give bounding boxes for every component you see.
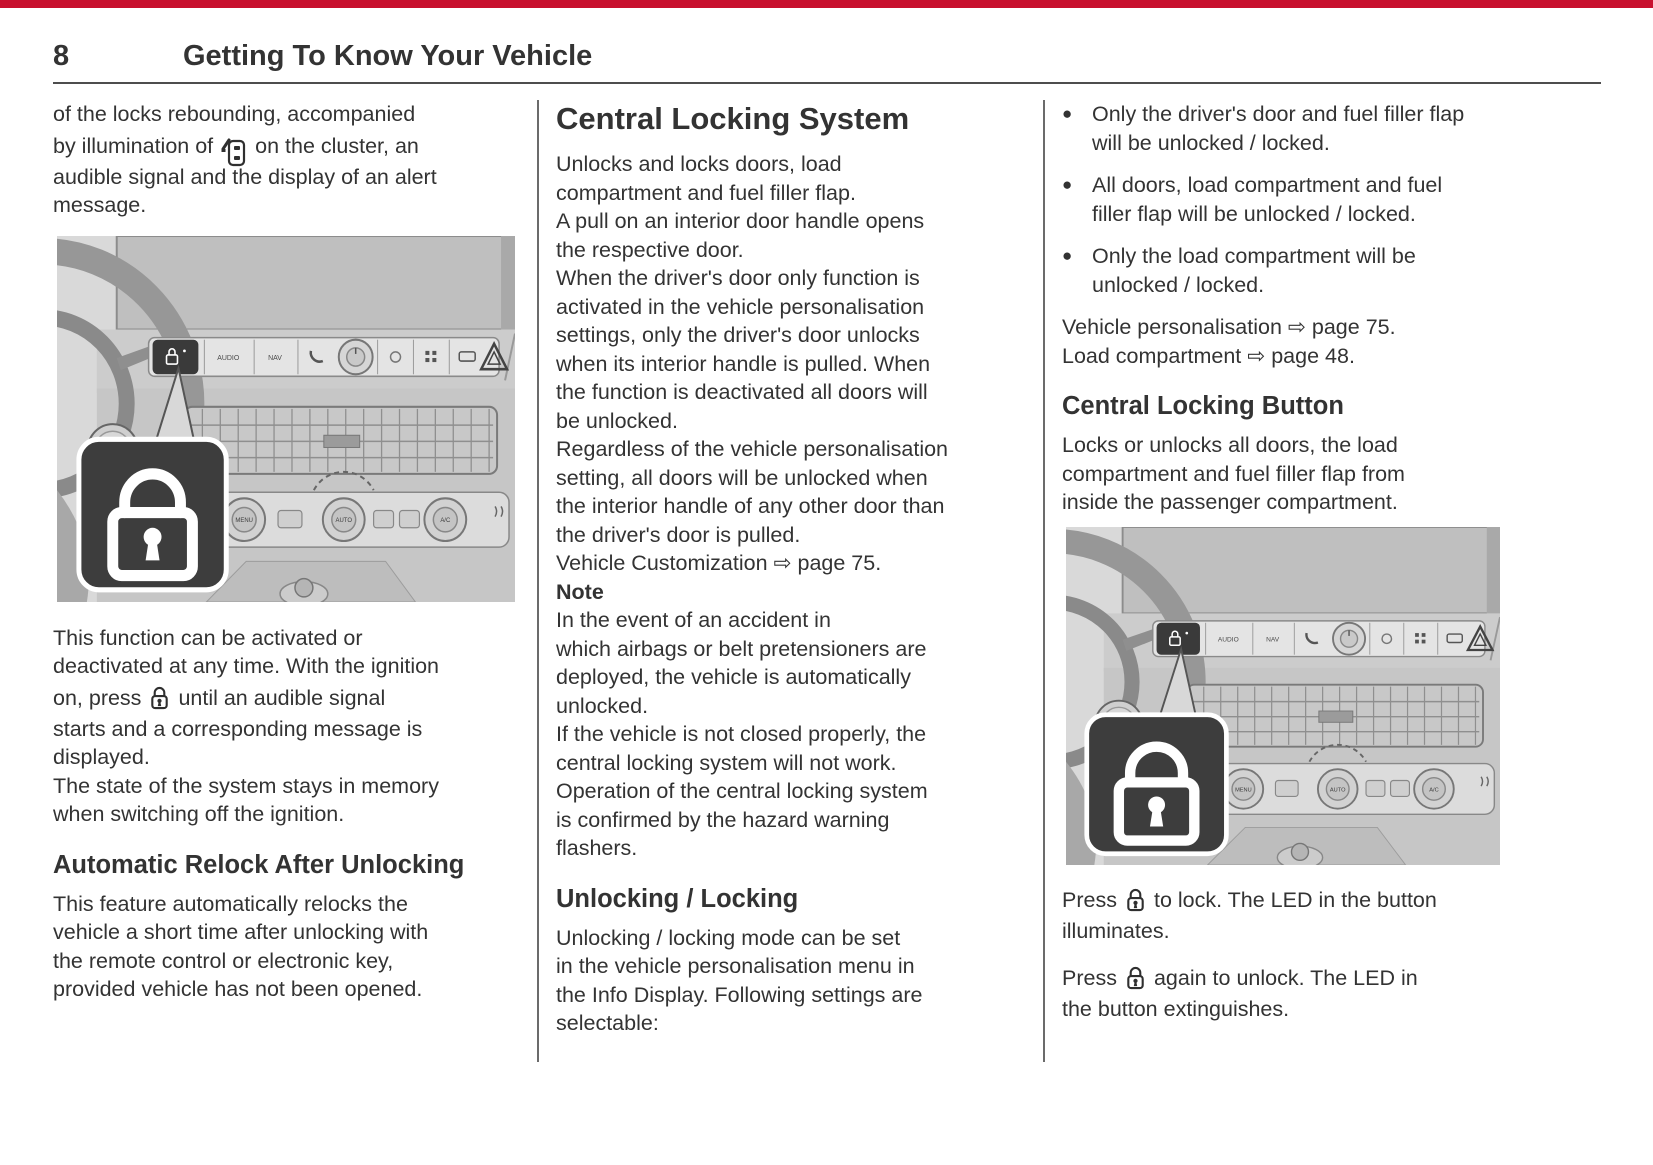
dashboard-illustration-1: [57, 236, 515, 602]
body-line: in the vehicle personalisation menu in: [556, 954, 915, 979]
body-line: inside the passenger compartment.: [1062, 490, 1398, 515]
bullet-marker: ●: [1062, 246, 1073, 265]
header-rule: [53, 82, 1601, 84]
column-1: [53, 100, 520, 1004]
press-to-lock-paragraph: [1062, 883, 1567, 946]
body-line: the respective door.: [556, 237, 744, 262]
page-top-accent-bar: [0, 0, 1653, 8]
body-line: Locks or unlocks all doors, the load: [1062, 433, 1398, 458]
page-reference: Load compartment ⇨ page 48.: [1062, 343, 1355, 368]
heading-automatic-relock: Automatic Relock After Unlocking: [53, 850, 465, 879]
bullet-marker: ●: [1062, 175, 1073, 194]
body-line: displayed.: [53, 745, 150, 769]
body-line: which airbags or belt pretensioners are: [556, 636, 927, 661]
heading-central-locking-system: Central Locking System: [556, 101, 910, 136]
body-line: will be unlocked / locked.: [1092, 130, 1330, 155]
column-2: [556, 100, 1026, 1038]
body-line: Unlocking / locking mode can be set: [556, 925, 901, 950]
body-line: All doors, load compartment and fuel: [1092, 173, 1443, 197]
body-line: In the event of an accident in: [556, 608, 831, 633]
body-line: provided vehicle has not been opened.: [53, 977, 423, 1002]
bullet-text: [1092, 171, 1442, 228]
body-line: when switching off the ignition.: [53, 802, 345, 826]
body-line: Regardless of the vehicle personalisation: [556, 437, 949, 462]
body-line: flashers.: [556, 836, 638, 861]
body-text: to lock. The LED in the button: [1153, 887, 1437, 912]
body-line: the interior handle of any other door than: [556, 494, 945, 519]
column-divider-2: [1043, 100, 1045, 1062]
body-line: central locking system will not work.: [556, 750, 897, 775]
body-line: settings, only the driver's door unlocks: [556, 323, 920, 348]
body-line: audible signal and the display of an alert: [53, 164, 437, 189]
body-line: starts and a corresponding message is: [53, 716, 423, 741]
body-line: Operation of the central locking system: [556, 779, 928, 804]
body-line: This feature automatically relocks the: [53, 891, 408, 916]
body-line: the button extinguishes.: [1062, 997, 1290, 1022]
body-line: Only the load compartment will be: [1092, 244, 1416, 268]
body-line: activated in the vehicle personalisation: [556, 294, 925, 319]
body-line-with-icon: [53, 129, 520, 163]
list-item: [1062, 100, 1567, 157]
body-line: Unlocks and locks doors, load: [556, 152, 842, 177]
page-number: 8: [53, 40, 70, 72]
body-line: When the driver's door only function is: [556, 266, 920, 291]
body-line-with-icon: [1062, 883, 1567, 917]
body-line: Only the driver's door and fuel filler flap: [1092, 102, 1465, 126]
body-text: on the cluster, an: [255, 133, 419, 158]
note-label: Note: [556, 579, 604, 604]
bullet-marker: ●: [1062, 104, 1073, 123]
body-text: Press: [1062, 966, 1117, 991]
body-line: The state of the system stays in memory: [53, 773, 439, 798]
page-reference: Vehicle Customization ⇨ page 75.: [556, 551, 882, 576]
body-text: until an audible signal: [178, 685, 386, 710]
body-line: filler flap will be unlocked / locked.: [1092, 201, 1416, 226]
list-item: [1062, 171, 1567, 228]
body-line-with-icon: [1062, 961, 1567, 995]
body-line: is confirmed by the hazard warning: [556, 807, 890, 832]
body-line: unlocked / locked.: [1092, 272, 1265, 297]
section-title: Getting To Know Your Vehicle: [183, 40, 593, 72]
body-line: the driver's door is pulled.: [556, 522, 801, 547]
body-line: unlocked.: [556, 693, 649, 718]
body-line: of the locks rebounding, accompanied: [53, 102, 416, 126]
body-line-with-icon: [53, 681, 520, 715]
body-line: be unlocked.: [556, 408, 678, 433]
body-text: Press: [1062, 887, 1117, 912]
body-text: on, press: [53, 685, 142, 710]
body-line: the remote control or electronic key,: [53, 948, 394, 973]
body-line: deployed, the vehicle is automatically: [556, 665, 911, 690]
body-line: setting, all doors will be unlocked when: [556, 465, 928, 490]
page-references: [1062, 313, 1567, 370]
page-header: [53, 40, 1601, 84]
body-line: deactivated at any time. With the ignition: [53, 654, 440, 678]
column-3: [1062, 100, 1567, 1024]
list-item: [1062, 242, 1567, 299]
body-line: when its interior handle is pulled. When: [556, 351, 931, 376]
body-line: the function is deactivated all doors will: [556, 380, 928, 405]
body-line: If the vehicle is not closed properly, the: [556, 722, 927, 747]
press-to-unlock-paragraph: [1062, 961, 1567, 1024]
heading-unlocking-locking: Unlocking / Locking: [556, 884, 799, 913]
body-line: A pull on an interior door handle opens: [556, 209, 925, 234]
column-divider-1: [537, 100, 539, 1062]
dashboard-illustration-2: [1066, 527, 1500, 865]
body-line: compartment and fuel filler flap from: [1062, 461, 1405, 486]
body-text: again to unlock. The LED in: [1153, 966, 1418, 991]
body-text: by illumination of: [53, 133, 214, 158]
body-line: selectable:: [556, 1011, 659, 1036]
bullet-text: [1092, 100, 1464, 157]
body-line: compartment and fuel filler flap.: [556, 180, 856, 205]
body-line: illuminates.: [1062, 918, 1170, 943]
body-line: vehicle a short time after unlocking with: [53, 920, 429, 945]
bullet-text: [1092, 242, 1416, 299]
page-columns: [53, 100, 1567, 1062]
body-line: message.: [53, 193, 147, 217]
page-reference: Vehicle personalisation ⇨ page 75.: [1062, 315, 1396, 339]
body-line: This function can be activated or: [53, 625, 363, 650]
body-line: the Info Display. Following settings are: [556, 982, 923, 1007]
heading-central-locking-button: Central Locking Button: [1062, 392, 1344, 420]
